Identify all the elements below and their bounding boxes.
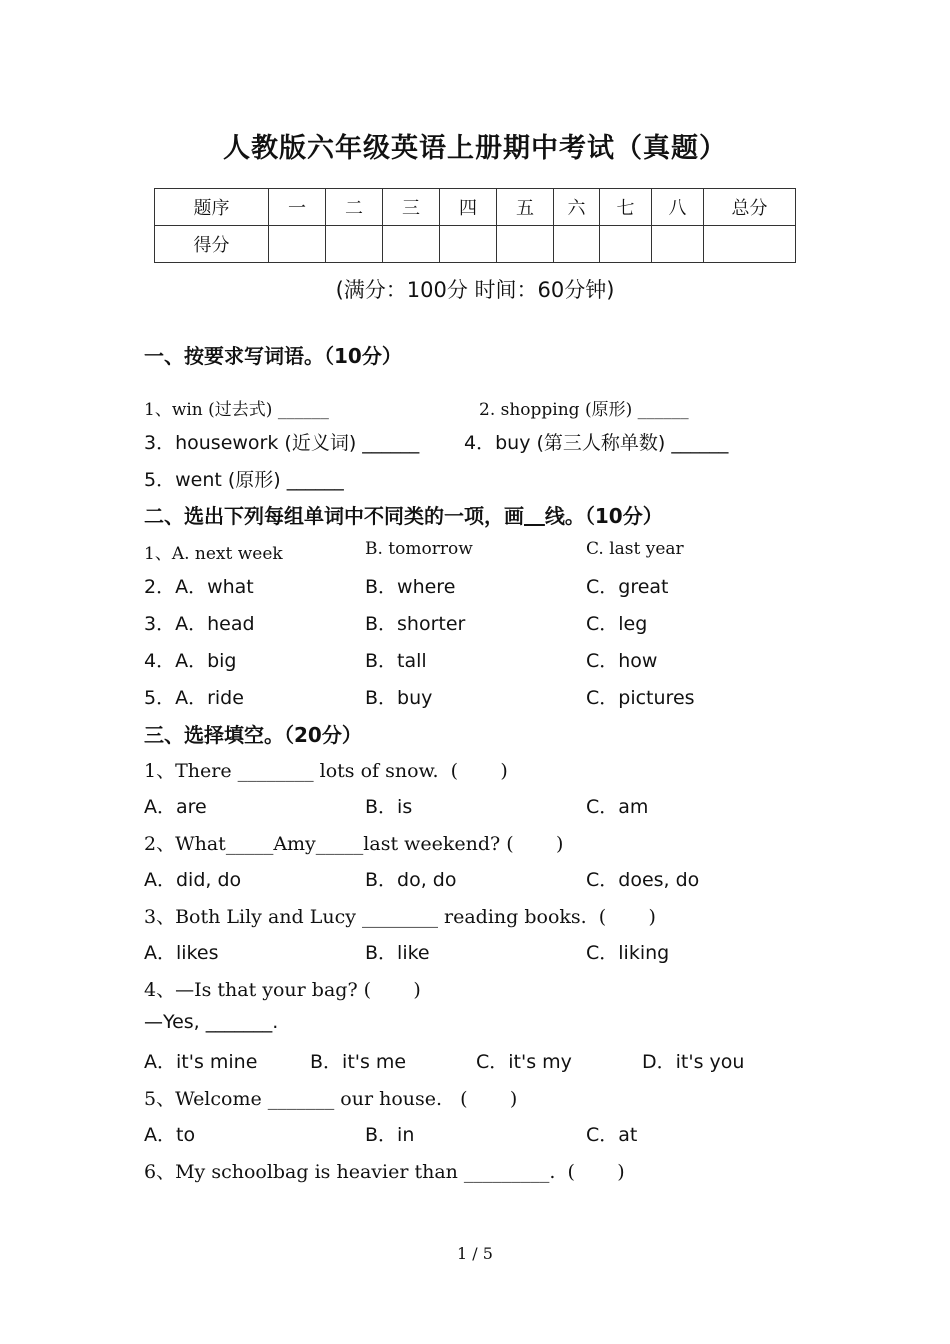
header-cell: 三 [383, 189, 440, 226]
s1-item-4: 4．buy (第三人称单数) ______ [464, 432, 729, 454]
s3-q1-opt-b: B．is [365, 796, 413, 818]
s3-q2-opt-b: B．do, do [365, 869, 457, 891]
section-2-title [144, 500, 663, 529]
s3-q5-opt-b: B．in [365, 1124, 415, 1146]
header-cell: 一 [269, 189, 326, 226]
s2-row1-b: B. tomorrow [365, 539, 473, 559]
section-2-title-underline [524, 504, 545, 528]
s3-q4-opt-c: C．it's my [476, 1051, 572, 1073]
s1-item-2: 2. shopping (原形) ______ [479, 400, 689, 420]
s3-q5: 5、Welcome _______ our house. ( ) [144, 1088, 518, 1110]
score-cell[interactable] [704, 226, 796, 263]
section-3-title: 三、选择填空。（20分） [144, 723, 362, 747]
score-cell[interactable] [269, 226, 326, 263]
s2-row1-c: C. last year [586, 539, 684, 559]
s2-row5-a: 5．A．ride [144, 687, 244, 709]
s2-row2-c: C．great [586, 576, 669, 598]
header-cell: 八 [652, 189, 704, 226]
score-cell[interactable] [652, 226, 704, 263]
score-table [154, 188, 796, 263]
s2-row4-c: C．how [586, 650, 658, 672]
s2-row5-b: B．buy [365, 687, 433, 709]
s2-row4-b: B．tall [365, 650, 427, 672]
s1-item-1: 1、win (过去式) ______ [144, 400, 329, 420]
header-cell: 六 [554, 189, 600, 226]
s3-q2-opt-c: C．does, do [586, 869, 700, 891]
section-1-title: 一、按要求写词语。（10分） [144, 344, 402, 368]
section-2-title-part-a: 二、选出下列每组单词中不同类的一项，画 [144, 504, 524, 528]
s3-q4-opt-d: D．it's you [642, 1051, 745, 1073]
score-cell[interactable] [497, 226, 554, 263]
score-table-header-row [155, 189, 796, 226]
s3-q4: 4、—Is that your bag? ( ) [144, 979, 421, 1001]
score-cell[interactable] [326, 226, 383, 263]
s2-row2-a: 2．A．what [144, 576, 254, 598]
s3-q4-opt-a: A．it's mine [144, 1051, 258, 1073]
s2-row3-b: B．shorter [365, 613, 466, 635]
score-cell[interactable] [554, 226, 600, 263]
s2-row3-a: 3．A．head [144, 613, 255, 635]
s3-q5-opt-c: C．at [586, 1124, 638, 1146]
header-cell: 七 [600, 189, 652, 226]
row-label: 得分 [155, 226, 269, 263]
header-cell: 二 [326, 189, 383, 226]
s3-q3-opt-a: A．likes [144, 942, 219, 964]
s1-item-5: 5．went (原形) ______ [144, 469, 344, 491]
s3-q5-opt-a: A．to [144, 1124, 196, 1146]
section-2-title-part-b: 线。（10分） [544, 504, 663, 528]
s2-row4-a: 4．A．big [144, 650, 237, 672]
s3-q4-reply: —Yes, _______. [144, 1011, 279, 1033]
s3-q3-opt-b: B．like [365, 942, 430, 964]
s3-q1-opt-a: A．are [144, 796, 207, 818]
s2-row5-c: C．pictures [586, 687, 695, 709]
score-cell[interactable] [383, 226, 440, 263]
s3-q3: 3、Both Lily and Lucy ________ reading books. ( ) [144, 906, 656, 928]
s3-q2-opt-a: A．did, do [144, 869, 242, 891]
s3-q1-opt-c: C．am [586, 796, 649, 818]
s3-q4-opt-b: B．it's me [310, 1051, 407, 1073]
s3-q6: 6、My schoolbag is heavier than _________. ( ) [144, 1161, 625, 1183]
header-cell: 四 [440, 189, 497, 226]
s2-row3-c: C．leg [586, 613, 648, 635]
page-title: 人教版六年级英语上册期中考试（真题） [223, 133, 727, 164]
s3-q3-opt-c: C．liking [586, 942, 670, 964]
score-cell[interactable] [600, 226, 652, 263]
s2-row1-a: 1、A. next week [144, 544, 283, 564]
header-cell: 题序 [155, 189, 269, 226]
s3-q1: 1、There ________ lots of snow. ( ) [144, 760, 508, 782]
score-cell[interactable] [440, 226, 497, 263]
s3-q2: 2、What_____Amy_____last weekend? ( ) [144, 833, 564, 855]
s2-row2-b: B．where [365, 576, 456, 598]
s1-item-3: 3．housework (近义词) ______ [144, 432, 420, 454]
header-cell: 五 [497, 189, 554, 226]
page-number: 1 / 5 [457, 1244, 493, 1263]
full-score-note: (满分：100分 时间：60分钟) [335, 278, 615, 302]
score-table-score-row [155, 226, 796, 263]
header-cell: 总分 [704, 189, 796, 226]
